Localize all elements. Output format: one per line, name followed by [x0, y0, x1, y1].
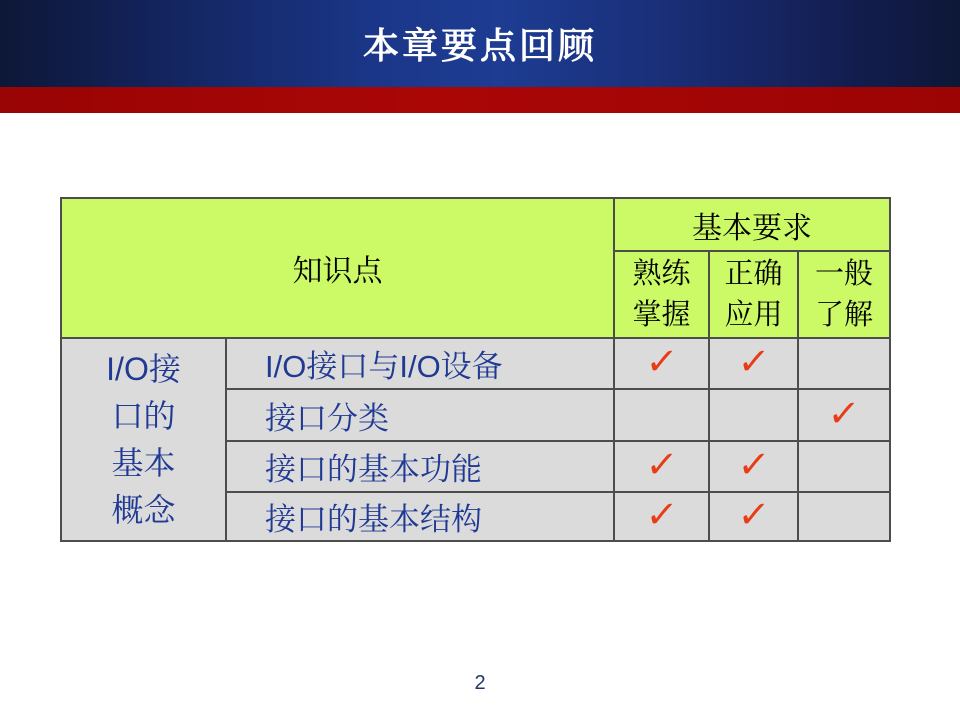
topic-label: I/O接口与I/O设备 [265, 349, 503, 384]
checkmark-icon: ✓ [736, 494, 772, 535]
checkmark-icon: ✓ [736, 341, 772, 382]
sub-header-line: 一般 [814, 257, 873, 290]
basic-requirements-header-cell [615, 199, 891, 252]
slide-title-band [0, 0, 960, 87]
checkmark-cell [710, 339, 799, 390]
checkmark-icon: ✓ [644, 494, 680, 535]
accent-red-bar [0, 87, 960, 113]
checkmark-cell [799, 493, 891, 542]
page-number: 2 [474, 672, 486, 694]
checkmark-cell [710, 493, 799, 542]
topic-label: 接口的基本结构 [265, 502, 482, 537]
column-header-correct-application [710, 252, 799, 339]
checkmark-cell [799, 390, 891, 442]
checkmark-icon: ✓ [644, 341, 680, 382]
topic-cell [227, 442, 615, 493]
knowledge-point-header-cell [62, 199, 615, 339]
sub-header-line: 应用 [724, 298, 783, 331]
checkmark-icon: ✓ [826, 392, 862, 434]
chapter-review-table [60, 197, 891, 542]
category-line: 概念 [111, 491, 176, 528]
checkmark-cell [799, 339, 891, 390]
topic-cell [227, 339, 615, 390]
knowledge-point-header-label: 知识点 [292, 255, 383, 288]
checkmark-cell [615, 339, 710, 390]
category-line: 口的 [111, 397, 176, 434]
category-line: I/O接 [106, 350, 181, 387]
basic-requirements-header-label: 基本要求 [692, 211, 812, 245]
sub-header-line: 了解 [814, 298, 873, 331]
column-header-proficient-mastery [615, 252, 710, 339]
page-title: 本章要点回顾 [362, 25, 597, 66]
category-cell-io-basics [62, 339, 227, 542]
checkmark-cell [710, 442, 799, 493]
checkmark-cell [710, 390, 799, 442]
category-line: 基本 [111, 444, 176, 481]
checkmark-cell [615, 390, 710, 442]
sub-header-line: 掌握 [632, 298, 691, 331]
checkmark-cell [615, 442, 710, 493]
sub-header-line: 正确 [724, 257, 783, 290]
checkmark-cell [615, 493, 710, 542]
topic-label: 接口分类 [265, 400, 389, 436]
checkmark-icon: ✓ [736, 444, 772, 485]
sub-header-line: 熟练 [632, 257, 691, 290]
topic-label: 接口的基本功能 [265, 452, 482, 487]
column-header-general-understanding [799, 252, 891, 339]
checkmark-icon: ✓ [644, 444, 680, 485]
topic-cell [227, 390, 615, 442]
checkmark-cell [799, 442, 891, 493]
topic-cell [227, 493, 615, 542]
